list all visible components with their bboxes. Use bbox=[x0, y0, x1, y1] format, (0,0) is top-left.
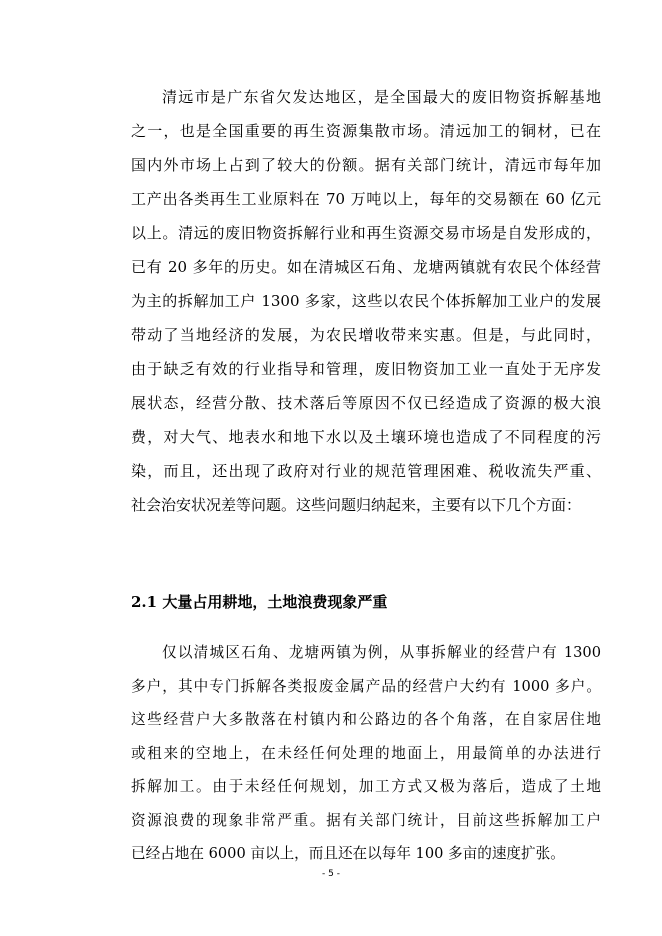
paragraph-line: 费，对大气、地表水和地下水以及土壤环境也造成了不同程度的污 bbox=[131, 428, 601, 446]
paragraph-intro bbox=[131, 80, 601, 522]
paragraph-line: 社会治安状况差等问题。这些问题归纳起来，主要有以下几个方面： bbox=[131, 496, 582, 514]
paragraph-line: 资源浪费的现象非常严重。据有关部门统计，目前这些拆解加工户 bbox=[131, 811, 601, 829]
paragraph-line: 国内外市场上占到了较大的份额。据有关部门统计，清远市每年加 bbox=[131, 156, 601, 174]
paragraph-line: 之一，也是全国重要的再生资源集散市场。清远加工的铜材，已在 bbox=[131, 122, 601, 140]
paragraph-line: 由于缺乏有效的行业指导和管理，废旧物资加工业一直处于无序发 bbox=[131, 360, 601, 378]
paragraph-line: 这些经营户大多散落在村镇内和公路边的各个角落，在自家居住地 bbox=[131, 711, 601, 728]
paragraph-land-use bbox=[131, 636, 601, 871]
paragraph-line: 染，而且，还出现了政府对行业的规范管理困难、税收流失严重、 bbox=[131, 462, 601, 480]
paragraph-line: 已有 20 多年的历史。如在清城区石角、龙塘两镇就有农民个体经营 bbox=[131, 258, 601, 276]
paragraph-line: 清远市是广东省欠发达地区，是全国最大的废旧物资拆解基地 bbox=[162, 88, 601, 106]
paragraph-line: 带动了当地经济的发展，为农民增收带来实惠。但是，与此同时， bbox=[131, 326, 601, 344]
paragraph-line: 展状态，经营分散、技术落后等原因不仅已经造成了资源的极大浪 bbox=[131, 394, 601, 412]
page-number: - 5 - bbox=[322, 869, 340, 879]
paragraph-line: 拆解加工。由于未经任何规划，加工方式又极为落后，造成了土地 bbox=[131, 778, 601, 795]
paragraph-line: 多户，其中专门拆解各类报废金属产品的经营户大约有 1000 多户。 bbox=[131, 677, 601, 695]
paragraph-line: 或租来的空地上，在未经任何处理的地面上，用最简单的办法进行 bbox=[131, 744, 601, 762]
section-heading: 2.1 大量占用耕地，土地浪费现象严重 bbox=[131, 593, 388, 611]
paragraph-line: 仅以清城区石角、龙塘两镇为例，从事拆解业的经营户有 1300 bbox=[162, 644, 601, 661]
paragraph-line: 以上。清远的废旧物资拆解行业和再生资源交易市场是自发形成的， bbox=[131, 224, 601, 242]
paragraph-line: 工产出各类再生工业原料在 70 万吨以上，每年的交易额在 60 亿元 bbox=[131, 190, 601, 208]
paragraph-line: 为主的拆解加工户 1300 多家，这些以农民个体拆解加工业户的发展 bbox=[131, 292, 601, 310]
paragraph-line: 已经占地在 6000 亩以上，而且还在以每年 100 多亩的速度扩张。 bbox=[131, 845, 565, 862]
